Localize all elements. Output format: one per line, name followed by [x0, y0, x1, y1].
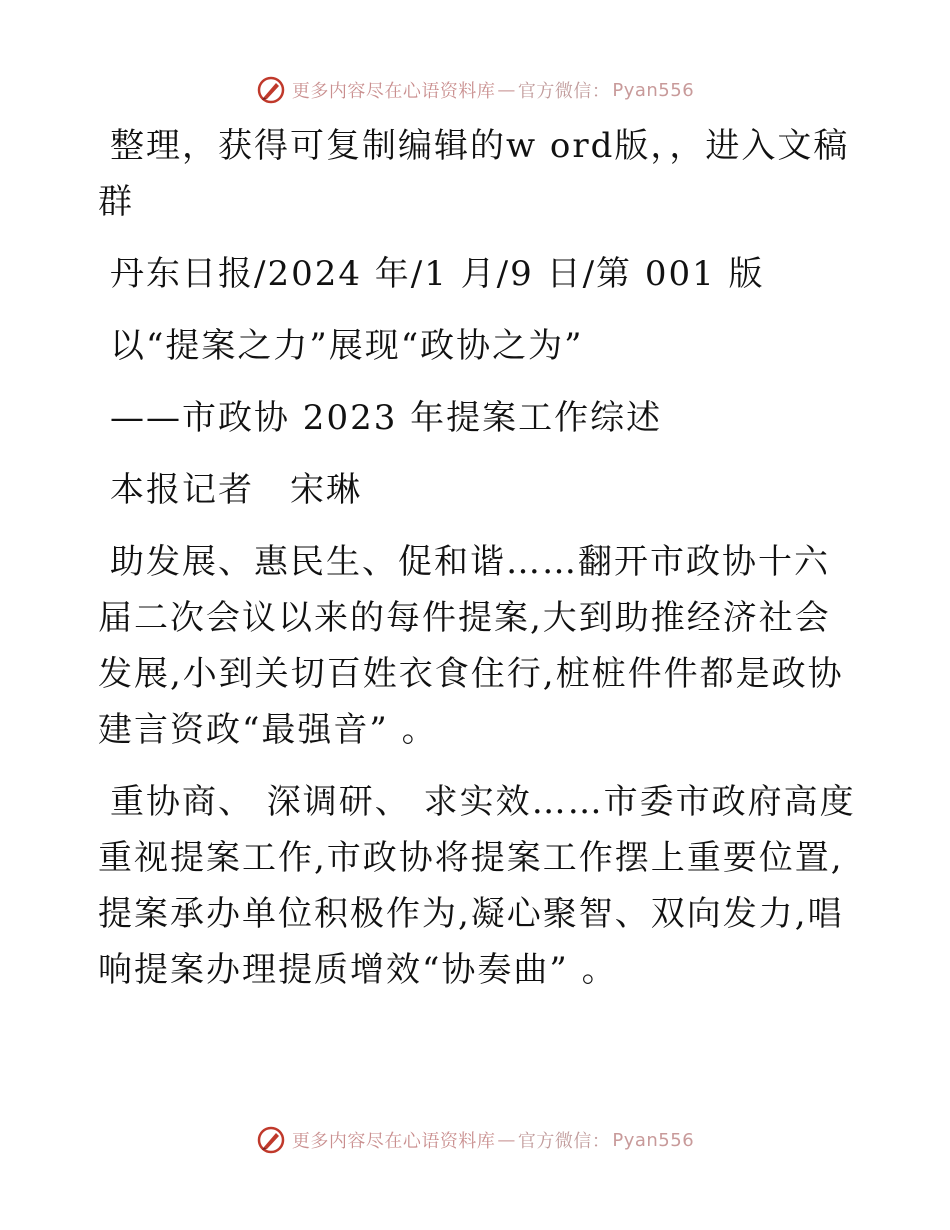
article-byline: 本报记者 宋琳: [110, 470, 362, 510]
banner-wechat-label: 官方微信：: [517, 1131, 611, 1152]
pen-circle-logo-icon: [256, 75, 286, 105]
body-paragraph-2: 重协商、 深调研、 求实效……市委市政府高度重视提案工作,市政协将提案工作摆上重要位置,提案承办单位积极作为,凝心聚智、双向发力,唱响提案办理提质增效“协奏曲” 。: [98, 782, 856, 990]
banner-account: Pyan556: [612, 1129, 695, 1151]
header-watermark-banner: [0, 70, 950, 110]
banner-separator: —: [497, 1129, 516, 1151]
body-paragraph-1: 助发展、惠民生、促和谐……翻开市政协十六届二次会议以来的每件提案,大到助推经济社会发展,小到关切百姓衣食住行,桩桩件件都是政协建言资政“最强音” 。: [98, 542, 844, 750]
intro-text: 整理，获得可复制编辑的w ord版，，进入文稿群: [98, 126, 850, 222]
pen-circle-logo-icon: [256, 1125, 286, 1155]
banner-wechat-label: 官方微信：: [517, 81, 611, 102]
banner-account: Pyan556: [612, 79, 695, 101]
banner-brand-text: 更多内容尽在心语资料库: [291, 81, 496, 102]
document-body: [98, 118, 858, 1014]
banner-brand-text: 更多内容尽在心语资料库: [291, 1131, 496, 1152]
banner-separator: —: [497, 79, 516, 101]
article-title: 以“提案之力”展现“政协之为”: [110, 326, 584, 366]
article-subtitle: ——市政协 2023 年提案工作综述: [110, 398, 663, 438]
source-line: 丹东日报/2024 年/1 月/9 日/第 001 版: [110, 254, 765, 294]
footer-watermark-banner: [0, 1120, 950, 1160]
